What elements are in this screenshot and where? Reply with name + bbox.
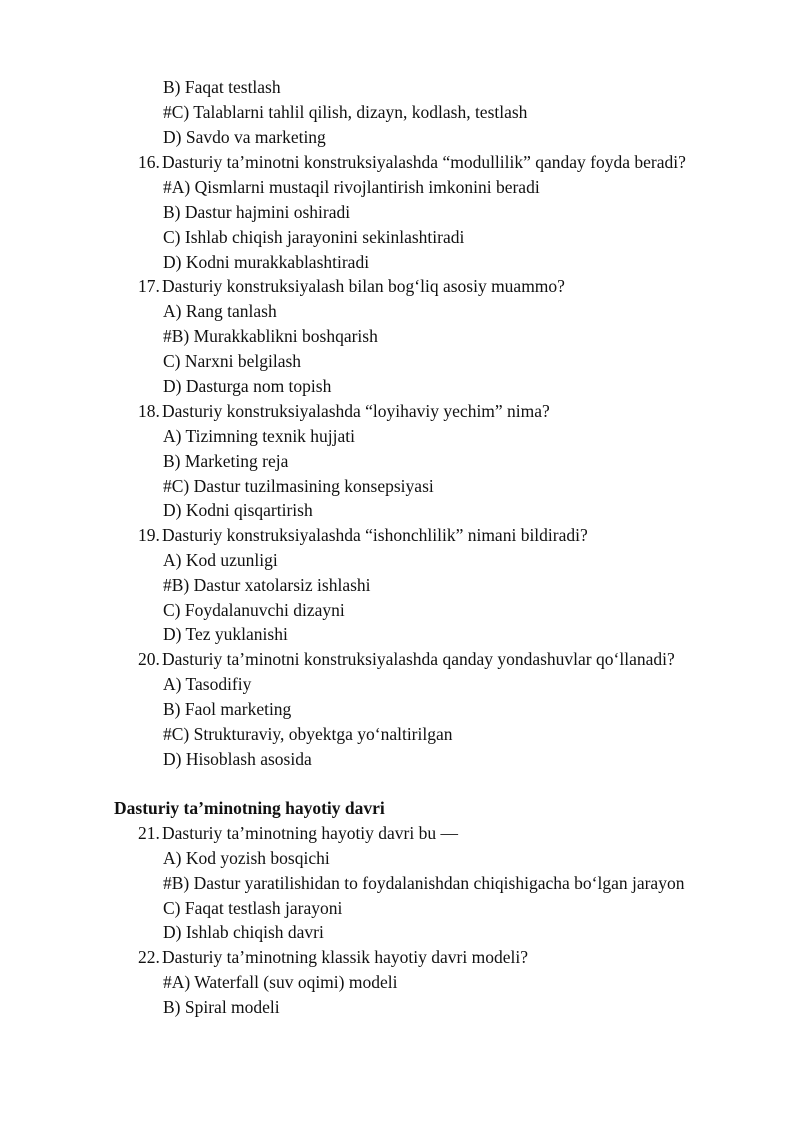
option-line: C) Faqat testlash jarayoni: [163, 898, 343, 918]
question-number: 16.: [138, 152, 160, 172]
option-line-correct: #B) Murakkablikni boshqarish: [163, 326, 378, 346]
option-line: A) Rang tanlash: [163, 301, 277, 321]
question-number: 17.: [138, 276, 160, 296]
option-line-correct: #C) Strukturaviy, obyektga yo‘naltirilgan: [163, 724, 453, 744]
option-line: D) Savdo va marketing: [163, 127, 326, 147]
option-line: C) Narxni belgilash: [163, 351, 302, 371]
option-line: D) Hisoblash asosida: [163, 749, 312, 769]
option-line-correct: #A) Waterfall (suv oqimi) modeli: [163, 972, 398, 992]
question-18: [138, 399, 550, 424]
option-line: B) Dastur hajmini oshiradi: [163, 202, 351, 222]
question-number: 20.: [138, 649, 160, 669]
question-22: [138, 945, 528, 970]
option-line: B) Faol marketing: [163, 699, 292, 719]
option-line: A) Kod yozish bosqichi: [163, 848, 330, 868]
option-line-correct: #C) Talablarni tahlil qilish, dizayn, kodlash, testlash: [163, 102, 528, 122]
question-text: Dasturiy ta’minotning klassik hayotiy davri modeli?: [162, 947, 528, 967]
question-16: [138, 150, 686, 175]
question-text: Dasturiy konstruksiyalashda “loyihaviy yechim” nima?: [162, 401, 550, 421]
option-line: C) Ishlab chiqish jarayonini sekinlashtiradi: [163, 227, 465, 247]
option-line: D) Kodni murakkablashtiradi: [163, 252, 370, 272]
option-line-correct: #C) Dastur tuzilmasining konsepsiyasi: [163, 476, 434, 496]
option-line: C) Foydalanuvchi dizayni: [163, 600, 345, 620]
question-21: [138, 821, 458, 846]
question-17: [138, 274, 565, 299]
option-line: D) Ishlab chiqish davri: [163, 922, 324, 942]
option-line: A) Kod uzunligi: [163, 550, 278, 570]
option-line: B) Marketing reja: [163, 451, 289, 471]
question-text: Dasturiy konstruksiyalash bilan bog‘liq asosiy muammo?: [162, 276, 565, 296]
option-line-correct: #A) Qismlarni mustaqil rivojlantirish imkonini beradi: [163, 177, 540, 197]
question-text: Dasturiy konstruksiyalashda “ishonchlilik” nimani bildiradi?: [162, 525, 588, 545]
option-line-correct: #B) Dastur xatolarsiz ishlashi: [163, 575, 371, 595]
option-line-correct: #B) Dastur yaratilishidan to foydalanishdan chiqishigacha bo‘lgan jarayon: [163, 873, 685, 893]
option-line: A) Tasodifiy: [163, 674, 252, 694]
option-line: A) Tizimning texnik hujjati: [163, 426, 356, 446]
question-number: 22.: [138, 947, 160, 967]
option-line: B) Spiral modeli: [163, 997, 280, 1017]
question-19: [138, 523, 588, 548]
section-heading: Dasturiy ta’minotning hayotiy davri: [114, 798, 385, 818]
question-20: [138, 647, 675, 672]
question-number: 19.: [138, 525, 160, 545]
question-number: 21.: [138, 823, 160, 843]
option-line: D) Tez yuklanishi: [163, 624, 288, 644]
option-line: D) Kodni qisqartirish: [163, 500, 313, 520]
option-line: B) Faqat testlash: [163, 77, 281, 97]
option-line: D) Dasturga nom topish: [163, 376, 332, 396]
question-text: Dasturiy ta’minotni konstruksiyalashda “modullilik” qanday foyda beradi?: [162, 152, 686, 172]
question-number: 18.: [138, 401, 160, 421]
question-text: Dasturiy ta’minotni konstruksiyalashda qanday yondashuvlar qo‘llanadi?: [162, 649, 675, 669]
question-text: Dasturiy ta’minotning hayotiy davri bu —: [162, 823, 458, 843]
